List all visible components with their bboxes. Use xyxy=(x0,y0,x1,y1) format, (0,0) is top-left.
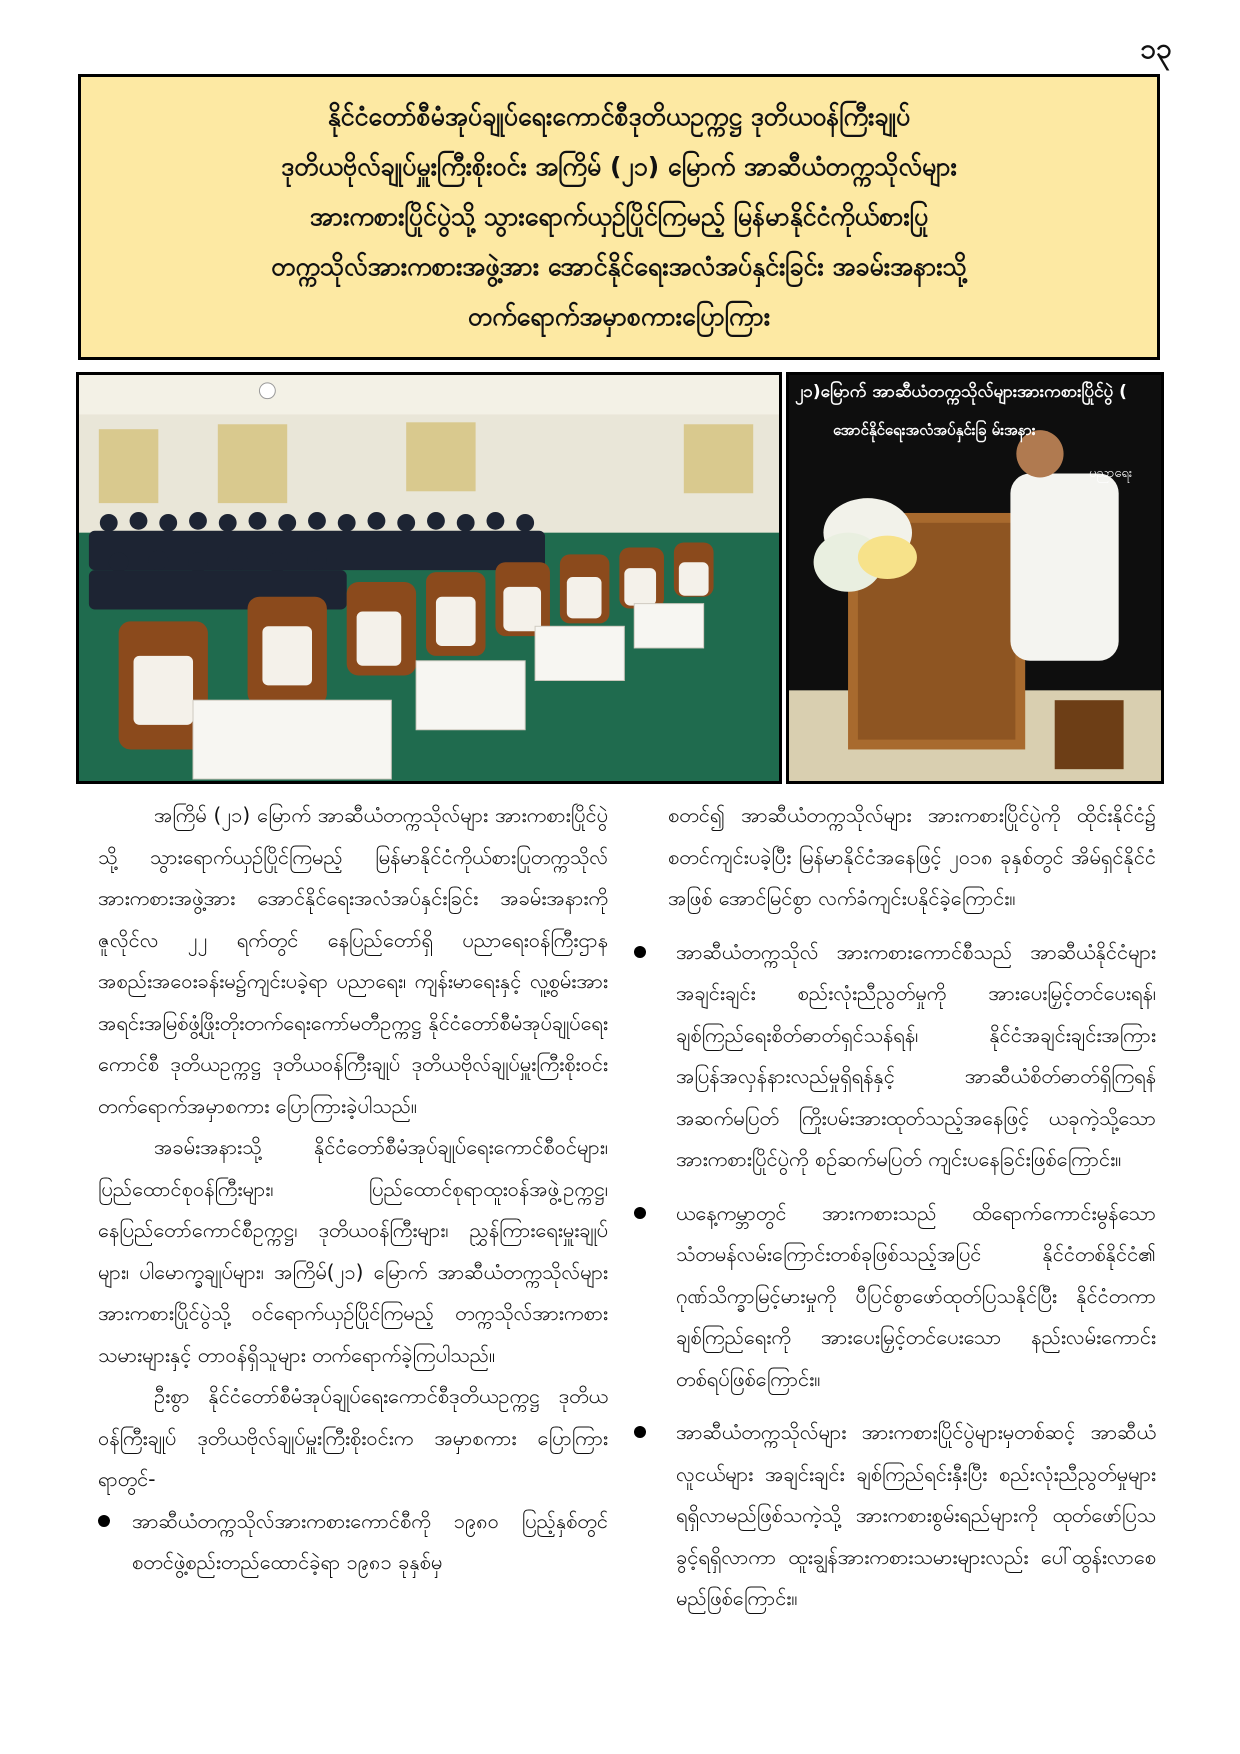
audience-photo-illustration xyxy=(79,375,779,781)
photo-banner-line2: အောင်နိုင်ရေးအလံအပ်နှင်းခြ မ်းအနား xyxy=(833,421,1036,439)
bullet-text: ယနေ့ကမ္ဘာတွင် အားကစားသည် ထိရောက်ကောင်းမွန်သော သံတမန်လမ်းကြောင်းတစ်ခုဖြစ်သည့်အပြင် နိုင်ငံတစ်နိုင်ငံ၏ ဂုဏ်သိက္ခာမြင့်မားမှုကို ပီပြင်စွာဖော်ထုတ်ပြသနိုင်ပြီး နိုင်ငံတကာချစ်ကြည်ရေးကို အားပေးမြှင့်တင်ပေးသော နည်းလမ်းကောင်းတစ်ရပ်ဖြစ်ကြောင်း။ xyxy=(676,1200,1156,1391)
headline-line: အားကစားပြိုင်ပွဲသို့ သွားရောက်ယှဉ်ပြိုင်ကြမည့် မြန်မာနိုင်ငံကိုယ်စားပြု xyxy=(309,202,929,231)
photo-banner-line1: ၂၁)မြောက် အာဆီယံတက္ကသိုလ်များအားကစားပြိုင်ပွဲ ( xyxy=(795,382,1127,402)
page-number: ၁၃ xyxy=(1140,32,1172,65)
headline-box xyxy=(78,74,1160,360)
article-right-column xyxy=(634,795,1156,1632)
bullet-text: အာဆီယံတက္ကသိုလ် အားကစားကောင်စီသည် အာဆီယံနိုင်ငံများအချင်းချင်း စည်းလုံးညီညွတ်မှုကို အားပေးမြှင့်တင်ပေးရန်၊ ချစ်ကြည်ရေးစိတ်ဓာတ်ရှင်သန်ရန်၊ နိုင်ငံအချင်းချင်းအကြား အပြန်အလှန်နားလည်မှုရှိရန်နှင့် အာဆီယံစိတ်ဓာတ်ရှိကြရန် အဆက်မပြတ် ကြိုးပမ်းအားထုတ်သည့်အနေဖြင့် ယခုကဲ့သို့သော အားကစားပြိုင်ပွဲကို စဉ်ဆက်မပြတ် ကျင်းပနေခြင်းဖြစ်ကြောင်း။ xyxy=(676,939,1156,1171)
article-left-column xyxy=(98,795,608,1596)
bullet-item xyxy=(634,1412,1156,1620)
audience-photo xyxy=(76,372,782,784)
bullet-continuation: စတင်၍ အာဆီယံတက္ကသိုလ်များ အားကစားပြိုင်ပွဲကို ထိုင်းနိုင်ငံ၌ စတင်ကျင်းပခဲ့ပြီး မြန်မာနိုင်ငံအနေဖြင့် ၂၀၁၈ ခုနှစ်တွင် အိမ်ရှင်နိုင်ငံအဖြစ် အောင်မြင်စွာ လက်ခံကျင်းပနိုင်ခဲ့ကြောင်း။ xyxy=(668,803,1156,910)
bullet-text: အာဆီယံတက္ကသိုလ်များ အားကစားပြိုင်ပွဲများမှတစ်ဆင့် အာဆီယံလူငယ်များ အချင်းချင်း ချစ်ကြည်ရင်းနှီးပြီး စည်းလုံးညီညွတ်မှုများရရှိလာမည်ဖြစ်သကဲ့သို့ အားကစားစွမ်းရည်များကို ထုတ်ဖော်ပြသခွင့်ရရှိလာကာ ထူးချွန်အားကစားသမားများလည်း ပေါ်ထွန်းလာစေမည်ဖြစ်ကြောင်း။ xyxy=(676,1420,1156,1610)
article-paragraph: အကြိမ် (၂၁) မြောက် အာဆီယံတက္ကသိုလ်များ အားကစားပြိုင်ပွဲသို့ သွားရောက်ယှဉ်ပြိုင်ကြမည့် မြန်မာနိုင်ငံကိုယ်စားပြုတက္ကသိုလ် အားကစားအဖွဲ့အား အောင်နိုင်ရေးအလံအပ်နှင်းခြင်း အခမ်းအနားကို ဇူလိုင်လ ၂၂ ရက်တွင် နေပြည်တော်ရှိ ပညာရေးဝန်ကြီးဌာန အစည်းအဝေးခန်းမ၌ကျင်းပခဲ့ရာ ပညာရေး၊ ကျန်းမာရေးနှင့် လူ့စွမ်းအားအရင်းအမြစ်ဖွံ့ဖြိုးတိုးတက်ရေးကော်မတီဥက္ကဋ္ဌ နိုင်ငံတော်စီမံအုပ်ချုပ်ရေးကောင်စီ ဒုတိယဥက္ကဋ္ဌ ဒုတိယဝန်ကြီးချုပ် ဒုတိယဗိုလ်ချုပ်မှူးကြီးစိုးဝင်း တက်ရောက်အမှာစကား ပြောကြားခဲ့ပါသည်။ xyxy=(98,803,608,1118)
bullet-item xyxy=(634,932,1156,1181)
bullet-icon xyxy=(634,1426,646,1438)
bullet-text: အာဆီယံတက္ကသိုလ်အားကစားကောင်စီကို ၁၉၈၀ ပြည့်နှစ်တွင် စတင်ဖွဲ့စည်းတည်ထောင်ခဲ့ရာ ၁၉၈၁ ခုနှစ်မှ xyxy=(132,1508,608,1574)
bullet-icon xyxy=(634,946,646,958)
headline-line: ဒုတိယဗိုလ်ချုပ်မှူးကြီးစိုးဝင်း အကြိမ် (၂၁) မြောက် အာဆီယံတက္ကသိုလ်များ xyxy=(281,152,957,181)
article-paragraph: အခမ်းအနားသို့ နိုင်ငံတော်စီမံအုပ်ချုပ်ရေးကောင်စီဝင်များ၊ ပြည်ထောင်စုဝန်ကြီးများ၊ ပြည်ထောင်စုရာထူးဝန်အဖွဲ့ဥက္ကဋ္ဌ၊ နေပြည်တော်ကောင်စီဥက္ကဋ္ဌ၊ ဒုတိယဝန်ကြီးများ၊ ညွှန်ကြားရေးမှူးချုပ်များ၊ ပါမောက္ခချုပ်များ၊ အကြိမ်(၂၁) မြောက် အာဆီယံတက္ကသိုလ်များ အားကစားပြိုင်ပွဲသို့ ဝင်ရောက်ယှဉ်ပြိုင်ကြမည့် တက္ကသိုလ်အားကစားသမားများနှင့် တာဝန်ရှိသူများ တက်ရောက်ခဲ့ကြပါသည်။ xyxy=(98,1135,608,1367)
headline-line: နိုင်ငံတော်စီမံအုပ်ချုပ်ရေးကောင်စီဒုတိယဥက္ကဋ္ဌ ဒုတိယဝန်ကြီးချုပ် xyxy=(327,102,911,131)
bullet-item xyxy=(98,1501,608,1584)
headline-line: တက်ရောက်အမှာစကားပြောကြား xyxy=(467,302,771,331)
article-paragraph: ဦးစွာ နိုင်ငံတော်စီမံအုပ်ချုပ်ရေးကောင်စီဒုတိယဥက္ကဋ္ဌ ဒုတိယဝန်ကြီးချုပ် ဒုတိယဗိုလ်ချုပ်မှူးကြီးစိုးဝင်းက အမှာစကား ပြောကြားရာတွင်- xyxy=(98,1384,608,1491)
speaker-photo xyxy=(786,372,1164,784)
photo-banner-line3: ပညာရေး xyxy=(1089,466,1133,481)
bullet-item xyxy=(634,1193,1156,1401)
bullet-icon xyxy=(634,1207,646,1219)
headline-line: တက္ကသိုလ်အားကစားအဖွဲ့အား အောင်နိုင်ရေးအလံအပ်နှင်းခြင်း အခမ်းအနားသို့ xyxy=(271,252,967,281)
bullet-icon xyxy=(98,1515,110,1527)
